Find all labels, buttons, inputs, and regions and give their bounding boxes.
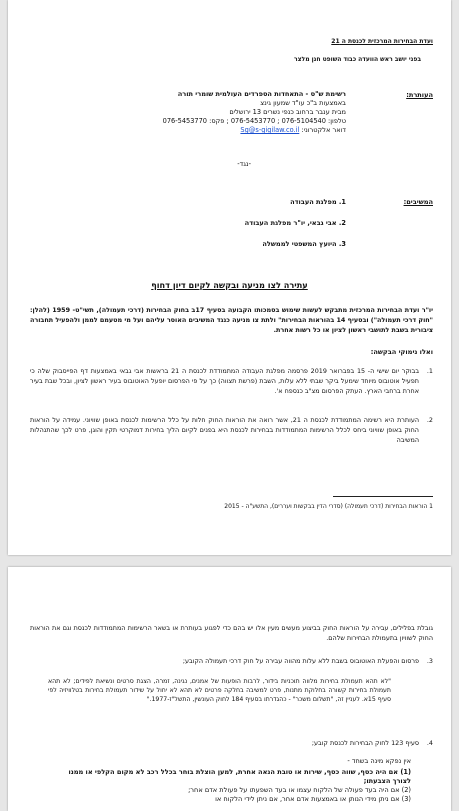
respondents-label: המשיבים:: [403, 198, 433, 206]
grounds-heading: ואלו נימוקי הבקשה:: [370, 348, 433, 356]
paragraph-2: העותרת היא רשימה המתמודדת לכנסת ה 21, אשר רואה את הוראות החוק חלות על כלל הרשימות לכנסת באופן שוויוני. עמידה על הוראות החוק באופן שוויוני ביחס לכלל הרשימות המתמודדות בבחירות לכנסת היא בפנים לקיום הליך בחירות דמוקרטי תקין והוגן, פרט לכך שהתנהלות המשיבה: [30, 416, 419, 444]
paragraph-1: בבוקר יום שישי ה- 15 בפברואר 2019 פרסמה מפלגת העבודה המתמודדת לכנסת ה 21 בראשות אבי גבאי באמצעות דף הפייסבוק שלה כי תפעיל אוטובוס מיוחד שימעל ביקר שבתי ללא עלות, השבת (פרשת תצווה) כך על פי הפרסום יופעל האוטובוס בעיר ראשון לציון, ובכל שבת בעיר אחרת ברחבי הארץ. העתק הפרסום מצ"ב כנספח א'.: [30, 367, 420, 395]
para-number: 1.: [426, 367, 433, 375]
email-link[interactable]: Sg@s-gigilaw.co.il: [240, 126, 300, 134]
petitioners-label: העותרת:: [406, 91, 433, 99]
respondent-item: 3. היועץ המשפטי לממשלה: [262, 240, 346, 248]
petitioner-email-row: [30, 126, 346, 135]
para-number: 4.: [426, 739, 433, 747]
para-number: 3.: [426, 657, 433, 665]
before-judge-line: בפני יושב ראש הוועדה כבוד השופט חנן מלצר: [294, 56, 421, 63]
petitioner-details: [30, 90, 346, 135]
petitioner-counsel: באמצעות ב"כ עו"ד שמעון גינצ: [260, 99, 346, 107]
respondents-list: [30, 198, 346, 249]
continuation-text: גובלת בפלילים, עבירה על הוראות החוק בביצוע מעשים מעין אלו יש בהם כדי לפגוע בעותרת או בשאר הרשימות המתמודדות לכנסת וגם את הוראות החוק לשוויון בתעמולת הבחירות שלהם.: [30, 624, 433, 642]
respondent-item: 1. מפלגת העבודה: [290, 198, 346, 206]
list-intro: אין נפקא מינה בשחד -: [347, 757, 411, 765]
committee-header: ועדת הבחירות המרכזית לכנסת ה 21: [331, 38, 433, 45]
respondent-item: 2. אבי גבאי, יו"ר מפלגת העבודה: [244, 219, 346, 227]
section-list: [48, 757, 411, 804]
footnote-divider: [333, 496, 433, 497]
intro-paragraph: יו"ר ועדת הבחירות המרכזית מתבקש לעשות שימוש בסמכותו הקבועה בסעיף 17ב בחוק הבחירות (דרכי תעמולה), תשי"ט- 1959 (להלן: "חוק דרכי תעמולה") ובסעיף 14 בהוראות הבחירות" ולתת צו מניעה כנגד המשיבים האוסר עליהם ועל מי מטעמם לממן ולהפעיל תחבורה ציבורית בשבת לתושבי ראשון לציון או כל רשות אחרת.: [30, 306, 433, 334]
list-item: (3) אם ניתן מידי הנותן או באמצעות אדם אחר, אם ניתן לידי הלקוח או: [215, 795, 411, 803]
document-page-1: [8, 0, 451, 555]
law-quote: "לא תהא תעמולת בחירות מלווה תוכניות בידור, לרבות הופעות של אמנים, נגינה, זמרה, הצגת סרטים ונשיאת לפידים; לא תהא תעמולת בחירות קשורה בחלוקת מתנות, פרט למשיבה בחלקה פרטים לא תהא לא יחול על שידור תעמולת בחירות בטלוויזיה לפי סעיף 15א. לעניין זה, "תשלום משכר" - כהגדרתו בסעיף 184 לחוק העונשין, התשל"ז-1977.": [48, 678, 391, 703]
list-item: (2) אם היה בעד פעולה של הלקוח עצמו או בעד השפעתו על פעולת אדם אחר;: [188, 786, 411, 794]
versus-line: -נגד-: [237, 160, 251, 168]
petitioner-address: מבית ענבר ברחוב כנפי נשרים 13 ירושלים: [229, 108, 346, 116]
paragraph-4: סעיף 123 לחוק הבחירות לכנסת קובע;: [311, 739, 419, 747]
list-item: (1) אם היה כסף, שווה כסף, שירות או טובת הנאה אחרת, למען הוצלת בוחר בכלל רכב לא מקום הקלפי או ממנו לצורך הצבעתו;: [68, 768, 411, 785]
email-label: דואר אלקטרוני:: [301, 126, 346, 134]
para-number: 2.: [426, 416, 433, 424]
petitioner-name: רשימת ש"ס - התאחדות הספרדים העולמית שומרי תורה: [177, 90, 346, 98]
petition-title: עתירה לצו מניעה ובקשה לקיום דיון דחוף: [151, 280, 308, 290]
document-page-2: [8, 567, 451, 811]
footnote: 1 הוראות הבחירות (דרכי תעמולה) (סדרי הדין בבקשות ועררים), התשע"ה - 2015: [224, 503, 433, 510]
petitioner-phone: טלפון: 076-5104540 ; 076-5453770 ; פקס: 076-5453770: [162, 117, 346, 125]
paragraph-3: פרסום והפעלת האוטובוס בשבת ללא עלות מהווה עבירה על חוק דרכי תעמולה הקובע;: [182, 657, 419, 665]
